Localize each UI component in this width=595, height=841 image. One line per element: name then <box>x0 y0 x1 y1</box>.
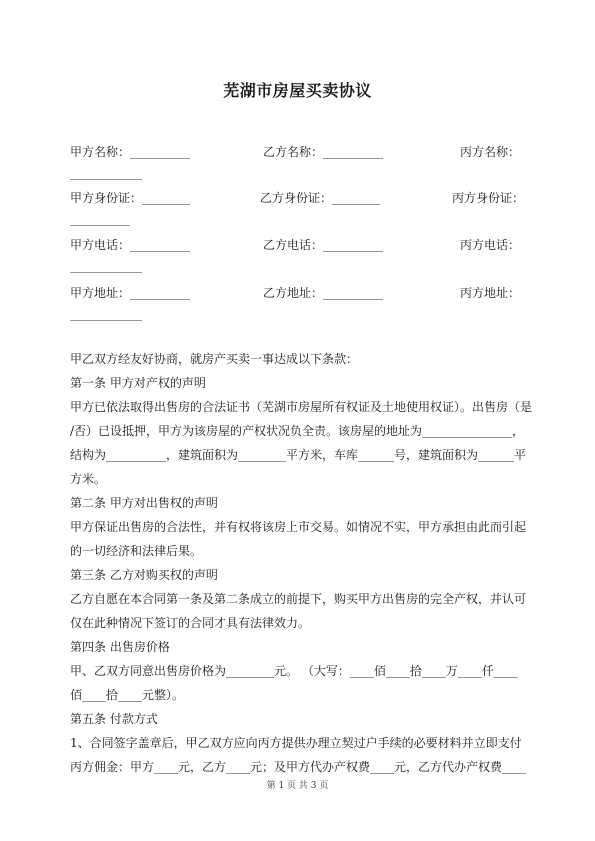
party-b-address-field: 乙方地址：__________ <box>263 286 384 300</box>
article-4-text-line: 甲、乙双方同意出售房价格为________元。 （大写：____佰____拾____万____仟____ <box>70 664 518 678</box>
party-c-id-blank: __________ <box>70 212 130 226</box>
article-1-text-line: 方米。 <box>70 472 107 486</box>
article-2-text-line: 的一切经济和法律后果。 <box>70 544 203 558</box>
party-id-row <box>70 189 525 207</box>
party-a-id-field: 甲方身份证：________ <box>70 191 191 205</box>
article-1-text-line: 甲方已依法取得出售房的合法证书（芜湖市房屋所有权证及土地使用权证）。出售房（是 <box>70 400 533 414</box>
party-c-name-blank: ____________ <box>70 166 142 180</box>
party-b-phone-field: 乙方电话：__________ <box>263 238 384 252</box>
party-a-phone-field: 甲方电话：__________ <box>70 238 191 252</box>
party-c-name-field: 丙方名称： <box>460 145 521 159</box>
intro-line: 甲乙双方经友好协商，就房产买卖一事达成以下条款： <box>70 352 359 366</box>
article-3-text-line: 乙方自愿在本合同第一条及第二条成立的前提下，购买甲方出售房的完全产权，并认可 <box>70 592 527 606</box>
party-a-name-field: 甲方名称：__________ <box>70 145 191 159</box>
article-1-text-line: 结构为__________，建筑面积为________平方米，车库______号，建筑面积为______平 <box>70 448 527 462</box>
party-c-id-field: 丙方身份证： <box>452 191 525 205</box>
party-c-address-field: 丙方地址： <box>460 286 521 300</box>
party-b-id-field: 乙方身份证：________ <box>260 191 381 205</box>
party-a-address-field: 甲方地址：__________ <box>70 286 191 300</box>
article-5-text-line: 1、合同签字盖章后，甲乙双方应向丙方提供办理立契过户手续的必要材料并立即支付 <box>70 736 522 750</box>
article-2-heading: 第二条 甲方对出售权的声明 <box>70 496 218 510</box>
party-phone-row <box>70 236 525 254</box>
article-3-heading: 第三条 乙方对购买权的声明 <box>70 568 218 582</box>
party-address-row <box>70 284 525 302</box>
party-c-phone-blank: ____________ <box>70 259 142 273</box>
party-c-address-blank: ____________ <box>70 307 142 321</box>
article-5-heading: 第五条 付款方式 <box>70 712 158 726</box>
article-5-text-line: 丙方佣金：甲方____元，乙方____元；及甲方代办产权费____元，乙方代办产权费____ <box>70 760 527 774</box>
article-1-text-line: /否）已设抵押，甲方为该房屋的产权状况负全责。该房屋的地址为_______________， <box>70 424 525 438</box>
document-title: 芜湖市房屋买卖协议 <box>223 81 372 100</box>
article-4-text-line: 佰____拾____元整）。 <box>70 688 185 702</box>
article-2-text-line: 甲方保证出售房的合法性，并有权将该房上市交易。如情况不实，甲方承担由此而引起 <box>70 520 527 534</box>
page-number-footer: 第 1 页 共 3 页 <box>266 781 329 791</box>
article-4-heading: 第四条 出售房价格 <box>70 640 170 654</box>
article-3-text-line: 仅在此种情况下签订的合同才具有法律效力。 <box>70 616 311 630</box>
party-c-phone-field: 丙方电话： <box>460 238 521 252</box>
article-1-heading: 第一条 甲方对产权的声明 <box>70 376 206 390</box>
party-b-name-field: 乙方名称：__________ <box>263 145 384 159</box>
party-name-row <box>70 143 525 161</box>
